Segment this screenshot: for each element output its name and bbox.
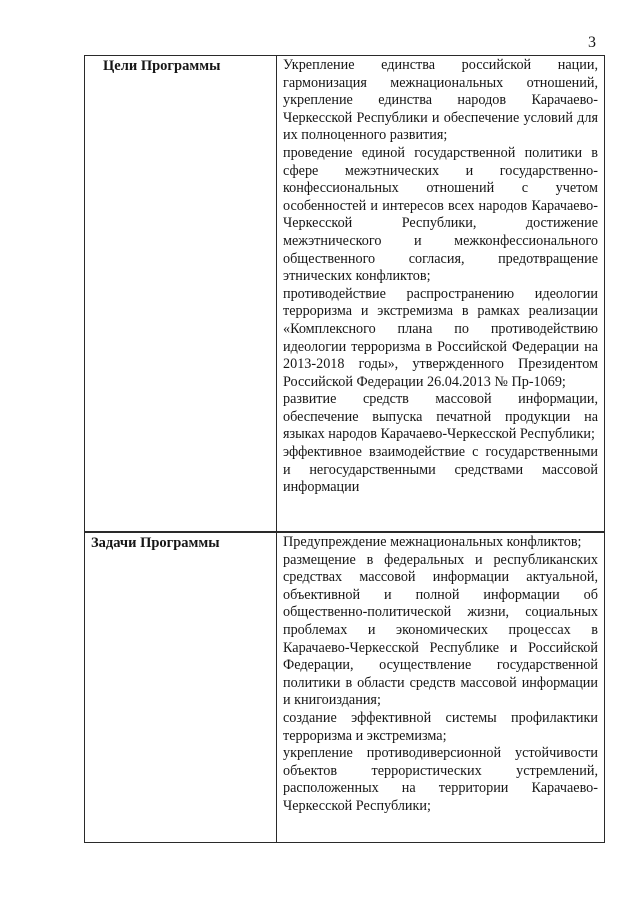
row-content-tasks [283,534,598,816]
goal-item: развитие средств массовой информации, обеспечение выпуска печатной продукции на языках народов Карачаево-Черкесской Республики; [283,391,598,443]
task-item: укрепление противодиверсионной устойчивости объектов террористических устремлений, расположенных на территории Карачаево-Черкесской Республики; [283,745,598,814]
row-label-cell [85,533,277,842]
task-item: создание эффективной системы профилактики терроризма и экстремизма; [283,709,598,744]
task-item: размещение в федеральных и республиканских средствах массовой информации актуальной, объективной и полной информации об общественно-политической жизни, социальных проблемах и экономических процессах в Карачаево-Черкесской Республике и Российской Федерации, осуществление государственной политики в области средств массовой информации и книгоиздания; [283,551,598,709]
row-label-goals: Цели Программы [103,58,221,74]
table-row-goals [84,55,605,532]
goal-item: Укрепление единства российской нации, гармонизация межнациональных отношений, укрепление единства народов Карачаево-Черкесской Республики и обеспечение условий для их полноценного развития; [283,57,598,144]
goal-item: эффективное взаимодействие с государственными и негосударственными средствами массовой информации [283,444,598,496]
goal-item: противодействие распространению идеологии терроризма и экстремизма в рамках реализации «Комплексного плана по противодействию идеологии терроризма в Российской Федерации на 2013-2018 годы», утвержденного Президентом Российской Федерации 26.04.2013 № Пр-1069; [283,285,598,390]
task-item: Предупреждение межнациональных конфликтов; [283,534,582,550]
row-label-tasks: Задачи Программы [91,535,220,551]
page-number: 3 [588,34,596,51]
row-label-cell [85,56,277,531]
table-row-tasks [84,532,605,843]
row-content-goals [283,57,598,497]
goal-item: проведение единой государственной политики в сфере межэтнических и государственно-конфессиональных отношений с учетом особенностей и интересов всех народов Карачаево-Черкесской Республики, достижение межэтнического и межконфессионального общественного согласия, предотвращение этнических конфликтов; [283,144,598,285]
